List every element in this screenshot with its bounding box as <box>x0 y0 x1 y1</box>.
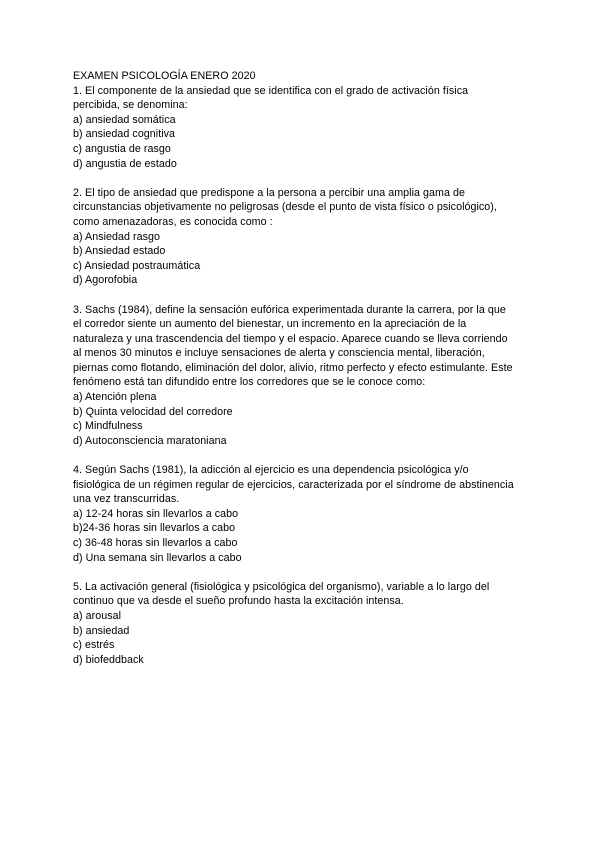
question-3 <box>73 303 543 449</box>
question-5 <box>73 580 543 668</box>
question-stem-line: 4. Según Sachs (1981), la adicción al ejercicio es una dependencia psicológica y/o <box>73 464 469 477</box>
question-stem-line: naturaleza y una trascendencia del tiempo y el espacio. Aparece cuando se lleva corriendo <box>73 332 508 345</box>
question-stem-line: 3. Sachs (1984), define la sensación eufórica experimentada durante la carrera, por la que <box>73 303 506 316</box>
document-title: EXAMEN PSICOLOGÍA ENERO 2020 <box>73 70 256 82</box>
answer-option: c) estrés <box>73 639 115 652</box>
answer-option: c) angustia de rasgo <box>73 142 171 155</box>
question-stem-line: el corredor siente un aumento del bienestar, un incremento en la apreciación de la <box>73 318 467 331</box>
answer-option: b) Quinta velocidad del corredore <box>73 405 233 418</box>
answer-option: c) 36-48 horas sin llevarlos a cabo <box>73 537 238 549</box>
question-1 <box>73 84 543 172</box>
answer-option: a) arousal <box>73 609 122 622</box>
question-stem-line: percibida, se denomina: <box>73 99 188 112</box>
question-stem-line: 2. El tipo de ansiedad que predispone a la persona a percibir una amplia gama de <box>73 186 465 199</box>
answer-option: a) Atención plena <box>73 391 157 404</box>
answer-option: d) Agorofobia <box>73 274 138 287</box>
question-stem-line: continuo que va desde el sueño profundo hasta la excitación intensa. <box>73 595 404 608</box>
question-4 <box>73 463 543 565</box>
question-stem-line: fisiológica de un régimen regular de ejercicios, caracterizada por el síndrome de abstinencia <box>73 478 514 491</box>
answer-option: b) ansiedad cognitiva <box>73 128 176 141</box>
answer-option: b) ansiedad <box>73 624 130 637</box>
answer-option: d) Autoconsciencia maratoniana <box>73 434 227 447</box>
answer-option: a) ansiedad somática <box>73 113 176 126</box>
question-2 <box>73 186 543 288</box>
question-stem-line: una vez transcurridas. <box>73 493 180 506</box>
answer-option: d) angustia de estado <box>73 157 177 170</box>
question-stem-line: piernas como flotando, eliminación del dolor, alivio, ritmo perfecto y efecto estimulante. Este <box>73 361 513 374</box>
question-stem-line: fenómeno está tan difundido entre los corredores que se le conoce como: <box>73 376 426 389</box>
question-stem-line: como amenazadoras, es conocida como : <box>73 215 273 228</box>
answer-option: b)24-36 horas sin llevarlos a cabo <box>73 522 236 535</box>
question-stem-line: 5. La activación general (fisiológica y psicológica del organismo), variable a lo largo del <box>73 580 490 593</box>
question-stem-line: 1. El componente de la ansiedad que se identifica con el grado de activación física <box>73 84 469 97</box>
exam-document <box>73 69 543 682</box>
answer-option: b) Ansiedad estado <box>73 245 166 258</box>
question-stem-line: circunstancias objetivamente no peligrosas (desde el punto de vista físico o psicológico), <box>73 201 497 214</box>
answer-option: a) Ansiedad rasgo <box>73 230 161 243</box>
answer-option: d) biofeddback <box>73 653 144 666</box>
answer-option: a) 12-24 horas sin llevarlos a cabo <box>73 507 239 520</box>
answer-option: d) Una semana sin llevarlos a cabo <box>73 551 242 564</box>
answer-option: c) Mindfulness <box>73 420 143 433</box>
answer-option: c) Ansiedad postraumática <box>73 259 201 272</box>
question-stem-line: al menos 30 minutos e incluye sensaciones de alerta y consciencia mental, liberación, <box>73 347 485 360</box>
